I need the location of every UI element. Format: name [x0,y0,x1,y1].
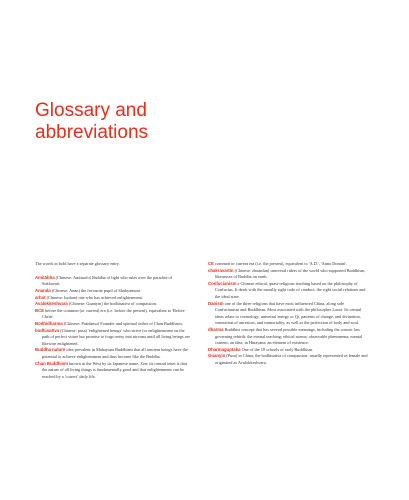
glossary-entry [208,281,368,301]
glossary-term: Bodhidharma [35,321,63,327]
glossary-entry [35,301,191,308]
glossary-entry [208,327,368,347]
glossary-entry [35,295,191,302]
page-title-line-1: Glossary and [35,100,147,121]
glossary-definition: One of the 18 schools of early Buddhism. [241,346,314,352]
glossary-intro: The words in bold have a separate glossary entry. [35,261,120,266]
glossary-definition: (Chinese: luohan) one who has achieved enlightenment. [46,294,143,300]
glossary-definition: idea prevalent in Mahayana Buddhism that all sentient beings have the potential to achieve enlightenment and thus become like the Buddha. [42,347,188,360]
glossary-term: bodhisattva [35,327,60,333]
glossary-term: Buddha nature [35,347,66,353]
glossary-definition: one of the three religions that have most influenced China, along side Confucianism and Buddhism. Most associated with the philosopher Laozi. Its central ideas relate to cosmology, universal energy or Qi, patterns of change, and divination, veneration of ancestors, and immortality, as well as the perfection of body and soul. [215,300,362,326]
glossary-term: dharma [208,326,224,332]
glossary-definition: a Chinese ethical, quasi-religious teaching based on the philosophy of Confucius. It deals with the morally right code of conduct, the right social relations and the ideal state. [215,280,366,299]
glossary-definition: Buddhist concept that has several possible meanings, including the cosmic law governing rebirth; the eternal teaching; ethical norms; observable phenomena; mental content; an idea; in Hinayana, an element of existence. [215,326,363,346]
page-title-line-2: abbreviations [35,122,149,143]
glossary-right-column [208,261,368,367]
glossary-definition: (Chinese: Amituofo) Buddha of light who rules over the paradise of Sukhavati. [42,274,173,287]
glossary-term: Guanyin [208,353,226,359]
glossary-entry [35,328,191,348]
glossary-definition: (Chinese: zhuanlun) universal rulers of the world who supported Buddhism, likenesses of Buddha on earth. [215,267,366,280]
glossary-term: chakravartin [208,267,234,273]
glossary-entry [208,347,368,354]
glossary-entry [208,353,368,366]
glossary-entry [35,361,191,381]
glossary-term: Daoism [208,300,224,306]
glossary-entry [35,288,191,295]
glossary-definition: (Chinese: pusa) 'enlightened beings' who strive for enlightenment on the path of perfect virtue but promise to forgo entry into nirvana until all living beings are likewise enlightened. [42,327,191,346]
glossary-entry-list-left [35,275,191,381]
glossary-term: Ananda [35,288,51,294]
glossary-entry-list-right [208,261,368,367]
glossary-definition: common or current era (i.e. the present), equivalent to 'A.D.', 'Anno Domini'. [215,261,348,266]
glossary-term: Amitābha [35,274,55,280]
glossary-definition: (Chinese: Anan) the favourite pupil of Shakyamuni. [51,288,141,294]
glossary-term: BCE [35,307,45,313]
glossary-term: CE [208,261,214,266]
glossary-definition: (Chinese: Putidamo) Founder and spiritual father of Chan Buddhism. [63,321,183,327]
glossary-entry [35,347,191,360]
glossary-entry [208,301,368,327]
glossary-term: arhat [35,294,46,300]
glossary-entry [208,268,368,281]
glossary-entry [35,321,191,328]
glossary-term: Avalokiteshvara [35,301,68,307]
glossary-entry [35,308,191,321]
glossary-entry [35,275,191,288]
glossary-entry [208,261,368,268]
glossary-term: Dharmaguptaka [208,346,241,352]
glossary-definition: before the common (or current) era (i.e. before the present), equivalent to 'Before Christ'. [42,307,185,320]
page-title [35,100,255,144]
glossary-term: Confucianism [208,280,237,286]
glossary-definition: (Chinese: Guanyin) the bodhisattva of compassion. [68,301,157,307]
glossary-left-column [35,261,191,380]
glossary-definition: known in the West by its Japanese name, Zen: its central tenet is that the nature of all living things is fundamentally good and that enlightenment can be reached by a 'correct' daily life. [42,360,187,379]
glossary-definition: (Pusa) in China, the bodhisattva of compassion: usually represented as female and originated as Avalokiteshvara. [215,353,368,365]
glossary-term: Chan Buddhism [35,360,68,366]
